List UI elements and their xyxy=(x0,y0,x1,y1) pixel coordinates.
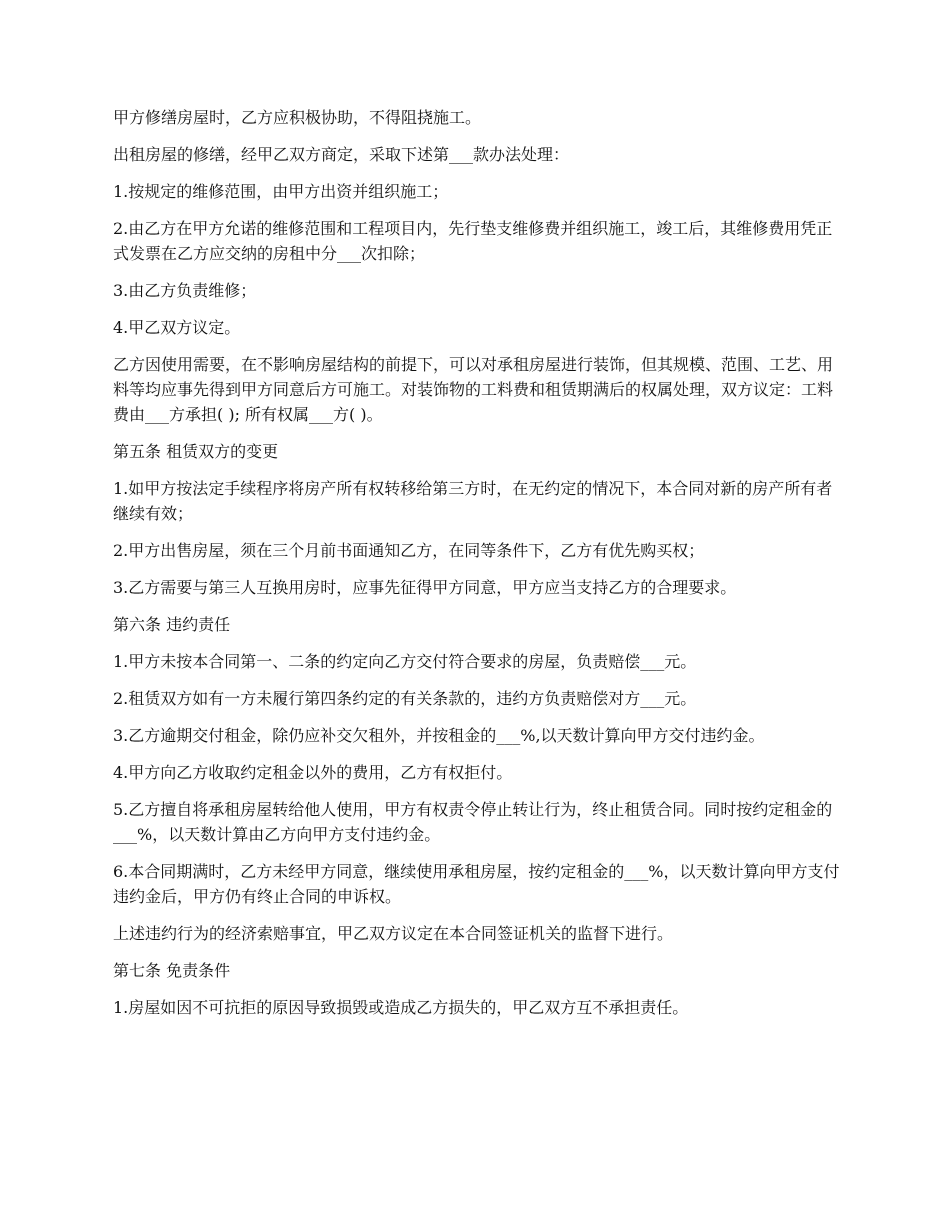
paragraph: 2.由乙方在甲方允诺的维修范围和工程项目内，先行垫支维修费并组织施工，竣工后，其维修费用凭正式发票在乙方应交纳的房租中分___次扣除； xyxy=(113,219,833,263)
paragraph: 出租房屋的修缮，经甲乙双方商定，采取下述第___款办法处理： xyxy=(113,145,570,164)
section-heading: 第七条 免责条件 xyxy=(113,961,231,980)
paragraph: 2.甲方出售房屋，须在三个月前书面通知乙方，在同等条件下，乙方有优先购买权； xyxy=(113,541,705,560)
paragraph: 乙方因使用需要，在不影响房屋结构的前提下，可以对承租房屋进行装饰，但其规模、范围、工艺、用料等均应事先得到甲方同意后方可施工。对装饰物的工料费和租赁期满后的权属处理，双方议定：工料费由___方承担( ); 所有权属___方( )。 xyxy=(113,355,834,424)
paragraph: 6.本合同期满时，乙方未经甲方同意，继续使用承租房屋，按约定租金的___%，以天数计算向甲方支付违约金后，甲方仍有终止合同的申诉权。 xyxy=(113,862,840,906)
paragraph: 3.乙方需要与第三人互换用房时，应事先征得甲方同意，甲方应当支持乙方的合理要求。 xyxy=(113,578,737,597)
paragraph: 上述违约行为的经济索赔事宜，甲乙双方议定在本合同签证机关的监督下进行。 xyxy=(113,924,674,943)
paragraph: 4.甲方向乙方收取约定租金以外的费用，乙方有权拒付。 xyxy=(113,763,513,782)
paragraph: 2.租赁双方如有一方未履行第四条约定的有关条款的，违约方负责赔偿对方___元。 xyxy=(113,689,697,708)
paragraph: 3.由乙方负责维修； xyxy=(113,281,257,300)
paragraph: 4.甲乙双方议定。 xyxy=(113,318,241,337)
paragraph: 1.按规定的维修范围，由甲方出资并组织施工； xyxy=(113,182,449,201)
paragraph: 5.乙方擅自将承租房屋转给他人使用，甲方有权责令停止转让行为，终止租赁合同。同时按约定租金的___%，以天数计算由乙方向甲方支付违约金。 xyxy=(113,800,833,844)
paragraph: 1.如甲方按法定手续程序将房产所有权转移给第三方时，在无约定的情况下，本合同对新的房产所有者继续有效； xyxy=(113,479,833,523)
section-heading: 第六条 违约责任 xyxy=(113,615,231,634)
paragraph: 3.乙方逾期交付租金，除仍应补交欠租外，并按租金的___%,以天数计算向甲方交付违约金。 xyxy=(113,726,765,745)
paragraph: 1.甲方未按本合同第一、二条的约定向乙方交付符合要求的房屋，负责赔偿___元。 xyxy=(113,652,697,671)
document-body xyxy=(113,105,843,1032)
paragraph: 甲方修缮房屋时，乙方应积极协助，不得阻挠施工。 xyxy=(113,108,482,127)
paragraph: 1.房屋如因不可抗拒的原因导致损毁或造成乙方损失的，甲乙双方互不承担责任。 xyxy=(113,998,689,1017)
section-heading: 第五条 租赁双方的变更 xyxy=(113,442,279,461)
